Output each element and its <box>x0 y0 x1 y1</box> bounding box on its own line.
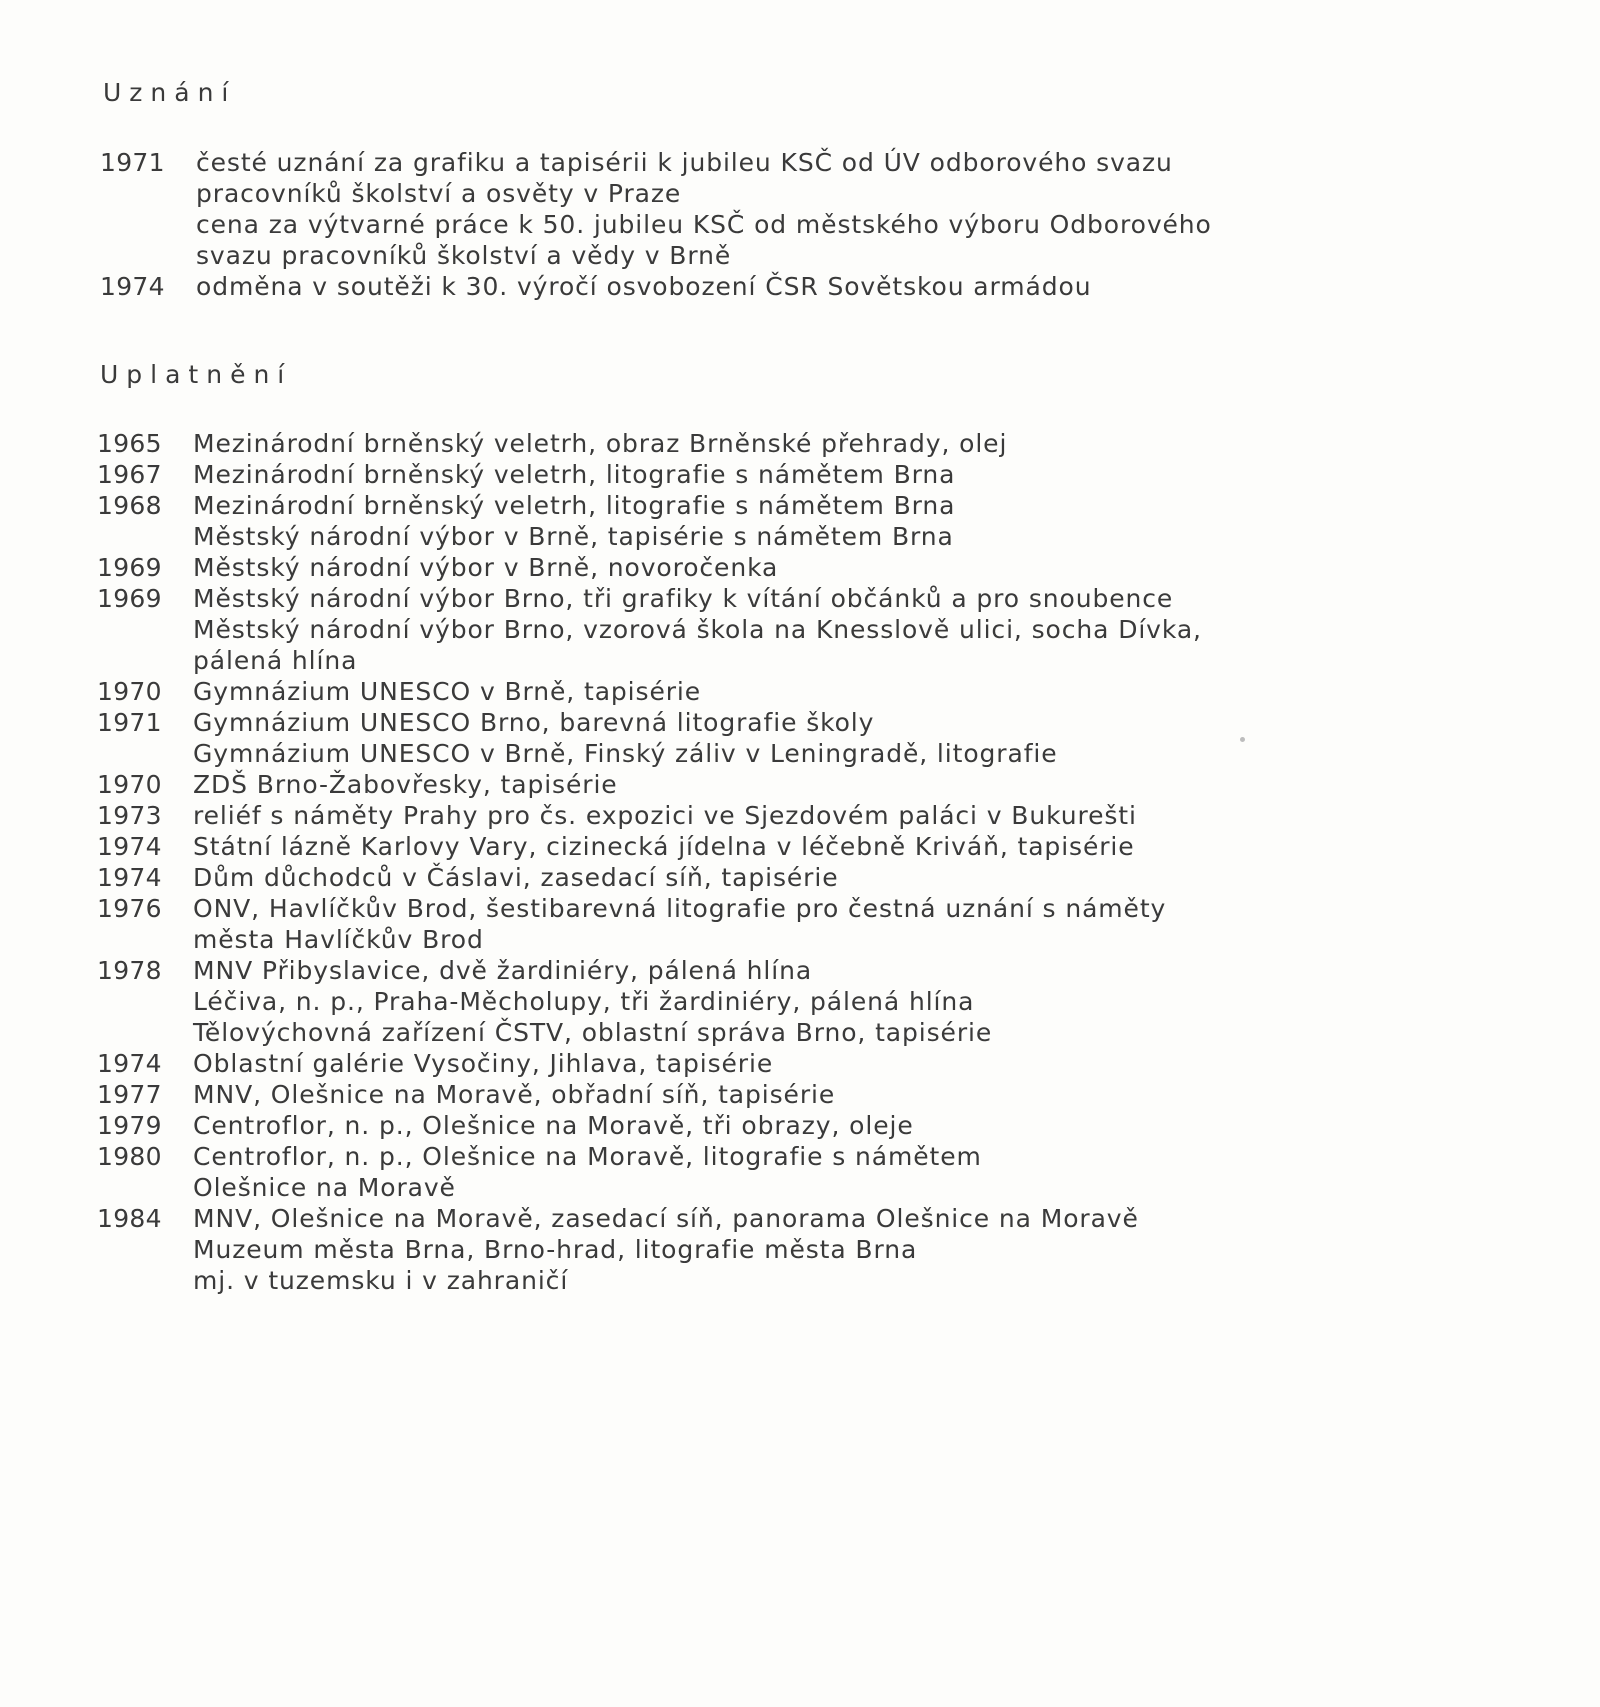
entry-text <box>193 831 1600 862</box>
entry-year: 1969 <box>97 584 162 613</box>
list-item <box>97 583 1600 676</box>
entry-text <box>193 1203 1600 1296</box>
entry-line: Mezinárodní brněnský veletrh, litografie s námětem Brna <box>193 460 956 489</box>
entry-year: 1974 <box>97 1049 162 1078</box>
entry-text <box>193 676 1600 707</box>
entry-line: ZDŠ Brno-Žabovřesky, tapisérie <box>193 770 618 799</box>
list-item <box>97 831 1600 862</box>
entry-text <box>193 428 1600 459</box>
entry-line: Centroflor, n. p., Olešnice na Moravě, litografie s námětem <box>193 1142 982 1171</box>
entry-line: Centroflor, n. p., Olešnice na Moravě, tři obrazy, oleje <box>193 1111 914 1140</box>
entry-text <box>196 271 1600 302</box>
entry-year: 1971 <box>97 708 162 737</box>
list-item <box>97 490 1600 552</box>
entry-year: 1976 <box>97 894 162 923</box>
entry-year: 1979 <box>97 1111 162 1140</box>
list-item <box>97 1203 1600 1296</box>
entry-line: Olešnice na Moravě <box>193 1173 456 1202</box>
entry-text <box>193 1110 1600 1141</box>
entry-line: svazu pracovníků školství a vědy v Brně <box>196 241 732 270</box>
entry-line: města Havlíčkův Brod <box>193 925 484 954</box>
list-item <box>100 271 1600 302</box>
entry-year: 1973 <box>97 801 162 830</box>
list-item <box>97 893 1600 955</box>
list-item <box>97 1079 1600 1110</box>
entry-text <box>193 707 1600 769</box>
entry-year: 1984 <box>97 1204 162 1233</box>
recognition-list <box>100 147 1600 302</box>
entry-year: 1974 <box>97 863 162 892</box>
entry-line: Městský národní výbor v Brně, tapisérie s námětem Brna <box>193 522 954 551</box>
entry-line: cena za výtvarné práce k 50. jubileu KSČ od městského výboru Odborového <box>196 210 1212 239</box>
entry-line: česté uznání za grafiku a tapisérii k jubileu KSČ od ÚV odborového svazu <box>196 148 1173 177</box>
entry-year: 1969 <box>97 553 162 582</box>
entry-text <box>193 552 1600 583</box>
entry-line: ONV, Havlíčkův Brod, šestibarevná litografie pro čestná uznání s náměty <box>193 894 1167 923</box>
paper-speck <box>1240 737 1245 742</box>
list-item <box>97 800 1600 831</box>
entry-year: 1977 <box>97 1080 162 1109</box>
entry-line: Městský národní výbor Brno, tři grafiky k vítání občánků a pro snoubence <box>193 584 1174 613</box>
entry-line: Městský národní výbor v Brně, novoročenka <box>193 553 779 582</box>
entry-year: 1978 <box>97 956 162 985</box>
list-item <box>97 459 1600 490</box>
list-item <box>97 707 1600 769</box>
entry-year: 1970 <box>97 677 162 706</box>
entry-line: Gymnázium UNESCO v Brně, tapisérie <box>193 677 702 706</box>
entry-text <box>193 583 1600 676</box>
list-item <box>97 552 1600 583</box>
entry-line: reliéf s náměty Prahy pro čs. expozici ve Sjezdovém paláci v Bukurešti <box>193 801 1137 830</box>
list-item <box>97 1110 1600 1141</box>
entry-text <box>193 893 1600 955</box>
entry-year: 1980 <box>97 1142 162 1171</box>
entry-year: 1970 <box>97 770 162 799</box>
list-item <box>97 769 1600 800</box>
entry-line: Státní lázně Karlovy Vary, cizinecká jídelna v léčebně Kriváň, tapisérie <box>193 832 1135 861</box>
entry-text <box>193 800 1600 831</box>
entry-line: Mezinárodní brněnský veletrh, litografie s námětem Brna <box>193 491 956 520</box>
entry-line: Léčiva, n. p., Praha-Měcholupy, tři žardiniéry, pálená hlína <box>193 987 975 1016</box>
entry-text <box>193 459 1600 490</box>
entry-year: 1965 <box>97 429 162 458</box>
section-title-recognition: Uznání <box>103 78 237 107</box>
entry-line: pálená hlína <box>193 646 358 675</box>
entry-line: Gymnázium UNESCO Brno, barevná litografie školy <box>193 708 875 737</box>
list-item <box>97 1048 1600 1079</box>
entry-line: Tělovýchovná zařízení ČSTV, oblastní správa Brno, tapisérie <box>193 1018 993 1047</box>
entry-text <box>193 955 1600 1048</box>
entry-line: mj. v tuzemsku i v zahraničí <box>193 1266 569 1295</box>
entry-year: 1967 <box>97 460 162 489</box>
entry-line: MNV, Olešnice na Moravě, obřadní síň, tapisérie <box>193 1080 836 1109</box>
entry-text <box>193 1079 1600 1110</box>
entry-text <box>193 1141 1600 1203</box>
entry-line: Oblastní galérie Vysočiny, Jihlava, tapisérie <box>193 1049 774 1078</box>
entry-year: 1974 <box>100 272 165 301</box>
entry-line: MNV, Olešnice na Moravě, zasedací síň, panorama Olešnice na Moravě <box>193 1204 1139 1233</box>
entry-year: 1968 <box>97 491 162 520</box>
entry-line: MNV Přibyslavice, dvě žardiniéry, pálená hlína <box>193 956 813 985</box>
entry-line: Městský národní výbor Brno, vzorová škola na Knesslově ulici, socha Dívka, <box>193 615 1202 644</box>
list-item <box>97 955 1600 1048</box>
entry-year: 1971 <box>100 148 165 177</box>
section-title-application: Uplatnění <box>100 360 293 389</box>
entry-text <box>196 147 1600 271</box>
entry-line: pracovníků školství a osvěty v Praze <box>196 179 682 208</box>
entry-line: Muzeum města Brna, Brno-hrad, litografie města Brna <box>193 1235 918 1264</box>
entry-line: Dům důchodců v Čáslavi, zasedací síň, tapisérie <box>193 863 839 892</box>
entry-year: 1974 <box>97 832 162 861</box>
entry-text <box>193 769 1600 800</box>
entry-line: Gymnázium UNESCO v Brně, Finský záliv v Leningradě, litografie <box>193 739 1058 768</box>
list-item <box>97 862 1600 893</box>
entry-text <box>193 1048 1600 1079</box>
list-item <box>97 1141 1600 1203</box>
list-item <box>97 676 1600 707</box>
entry-text <box>193 862 1600 893</box>
list-item <box>100 147 1600 271</box>
entry-line: Mezinárodní brněnský veletrh, obraz Brněnské přehrady, olej <box>193 429 1008 458</box>
list-item <box>97 428 1600 459</box>
application-list <box>97 428 1600 1296</box>
entry-text <box>193 490 1600 552</box>
entry-line: odměna v soutěži k 30. výročí osvobození ČSR Sovětskou armádou <box>196 272 1092 301</box>
